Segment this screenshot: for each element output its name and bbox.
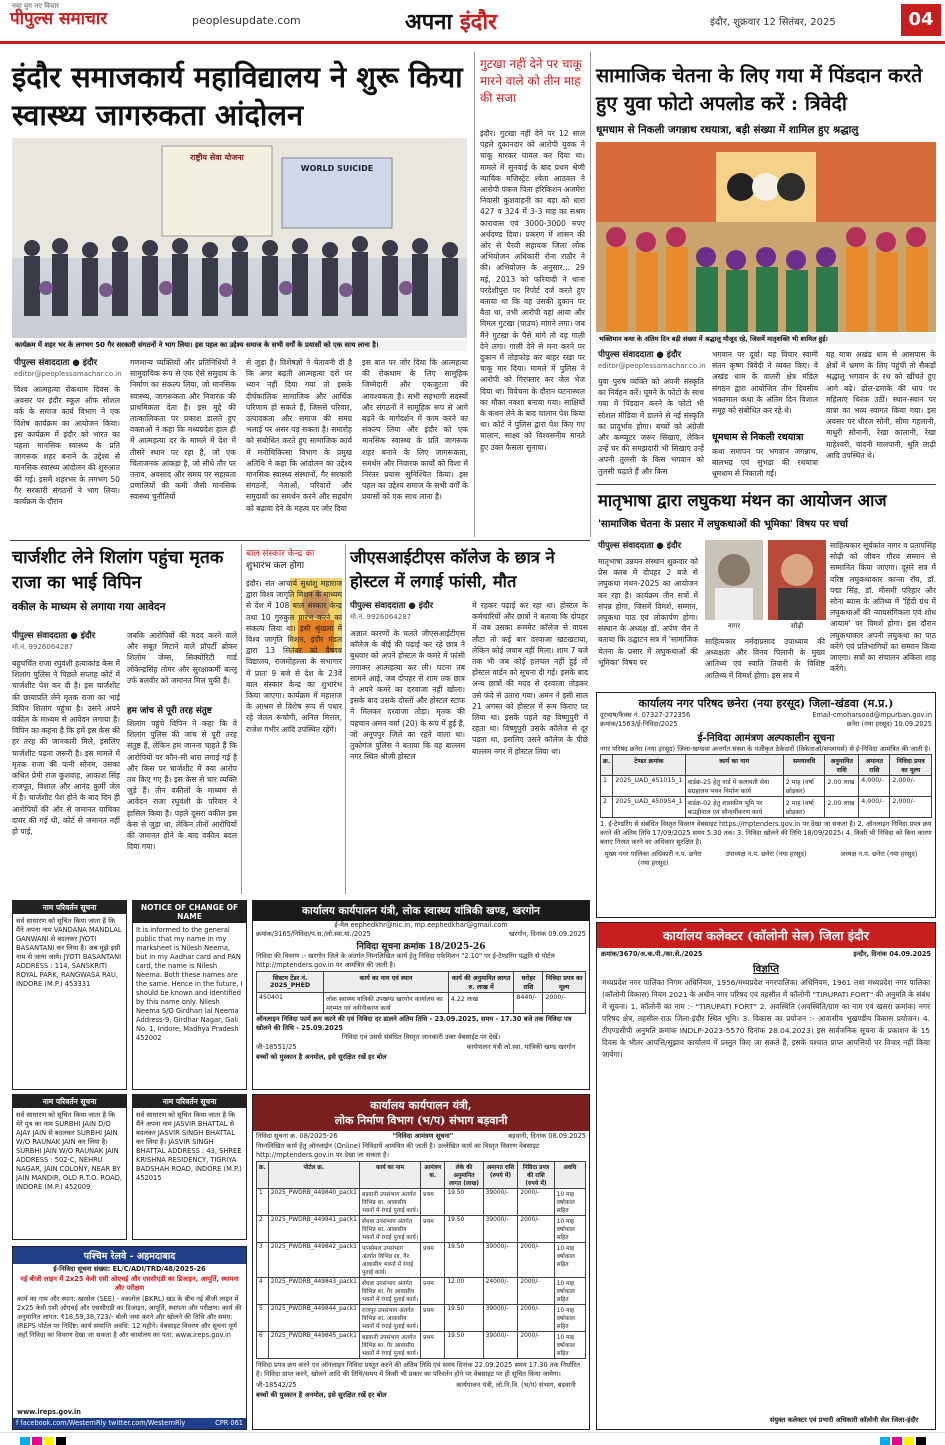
name-change-notice-2 bbox=[132, 900, 247, 1090]
notice-3-title: नाम परिवर्तन सूचना bbox=[13, 1095, 126, 1108]
khargone-table-row bbox=[257, 993, 586, 1014]
pind-rath-subhead: धूमधाम से निकली रथयात्रा bbox=[712, 432, 804, 443]
pind-photo bbox=[596, 142, 936, 332]
laghukatha-subhead: 'सामाजिक चेतना के प्रसार में लघुकथाओं की भूमिका' विषय पर चर्चा bbox=[598, 519, 849, 530]
barwani-table-cell: बड़वानी उपसंभाग अंतर्गत विभिन्न शा. आवासीय भवनों में रंगाई पुताई कार्य। bbox=[359, 1189, 420, 1216]
barwani-ji: जी-18542/25 bbox=[256, 1381, 297, 1389]
barwani-tender-ad bbox=[252, 1094, 590, 1430]
chhanera-ref: क्रमांक/1563/ई-निविदा/2025 bbox=[600, 720, 678, 728]
barwani-table-row bbox=[257, 1189, 586, 1216]
railway-body: कार्य का नाम और स्थान: खरसेल (SEE) - वकतोल (BKRL) खंड के बीच नई बीजी लाइन में 2x25 केवी एसी ओएचई और एससीएडी का डिजाइन, आपूर्ति, स्थापना और परीक्षण। कार्य की अनुमानित लागत: ₹18,59,38,723/- बोली जमा करने और खोलने की तिथि और समय: IREPS पोर्टल पर निर्दिष्ट। कार्य समाप्ति अवधि: 12 महीने। वेबसाइट विवरण और सूचना पूर्ण जहाँ निविदा का विवरण देखा जा सकता है और कार्यालय का पता: www.ireps.gov.in bbox=[17, 1295, 242, 1339]
lead-col-2: गणमान्य व्यक्तियों और प्रतिनिधियों ने सामुदायिक रूप से एक ऐसे समुदाय के निर्माण का संकल्प लिया, जो मानसिक स्वास्थ्य, जागरूकता और निवारक की प्राथमिकता देता है। इस मुद्दे की तात्कालिकता पर प्रकाश डालते हुए वक्ताओं ने कहा कि मध्यप्रदेश हाल ही में आत्महत्या दर के मामले में देश में तीसरे स्थान पर रहा है, जो एक चिंताजनक आंकड़ा है, जो सीधे तौर पर तनाव, अवसाद और समय पर सहायता प्रणालियों की कमी जैसी मानसिक स्वास्थ्य चुनौतियों bbox=[130, 358, 236, 502]
khargone-nit: निविदा सूचना क्रमांक 18/2025-26 bbox=[356, 942, 486, 952]
chhanera-table-cell: 4,000/- bbox=[859, 797, 890, 818]
issue-date: इंदौर, शुक्रवार 12 सितंबर, 2025 bbox=[710, 17, 836, 28]
barwani-title bbox=[253, 1095, 589, 1131]
shillong-headline: चार्जशीट लेने शिलांग पहुंचा मृतक राजा का भाई विपिन bbox=[12, 548, 224, 593]
chhanera-table-header-0: क्र. bbox=[601, 755, 613, 776]
barwani-table-cell: प्रथम bbox=[421, 1305, 445, 1332]
chhanera-title: कार्यालय नगर परिषद छनेरा (नया हरसूद) जिला-खंडवा (म.प्र.) bbox=[638, 697, 894, 710]
chhanera-table-cell: 1 bbox=[601, 776, 613, 797]
barwani-table-cell: 19.50 bbox=[445, 1305, 483, 1332]
barwani-table-cell: 19.50 bbox=[445, 1332, 483, 1359]
barwani-table-cell: 1 bbox=[257, 1189, 269, 1216]
pind-headline bbox=[596, 62, 936, 118]
lead-byline: पीपुल्स संवाददाता ● इंदौर bbox=[14, 358, 98, 368]
chhanera-table-header-5: अमानत राशि bbox=[859, 755, 890, 776]
barwani-nit: "निविदा आमंत्रण सूचना" bbox=[392, 1132, 454, 1140]
khargone-intro: निविदा की विवरण :- खरगोन जिले के अंतर्गत निम्नलिखित कार्य हेतु निविदा एफेमिशन "2.10" पर ई-टेण्डरिंग पद्धति से पोर्टल http://mptenders.gov.in पर आमंत्रित की जाती है। bbox=[256, 952, 555, 969]
name-change-notice-1 bbox=[12, 900, 127, 1090]
chhanera-table-row bbox=[601, 797, 932, 818]
khargone-table-cell: लोक स्वास्थ्य यांत्रिकी उपखण्ड खरगोन कार्यालय का मरम्मत एवं नवीनीकरण कार्य bbox=[324, 993, 449, 1014]
barwani-table-cell: प्रथम bbox=[421, 1189, 445, 1216]
khargone-sign: कार्यपालन यंत्री लो.स्वा. यांत्रिकी खण्ड खरगोन bbox=[466, 1043, 576, 1051]
barwani-table-cell: पानसेमल उपसंभाग अंतर्गत विभिन्न शा. गैर आवासीय भवनों में रंगाई पुताई कार्य। bbox=[359, 1243, 420, 1278]
pind-col-3: यह यात्रा अखंड धाम से आसपास के क्षेत्रों में भ्रमण के लिए पहुंची तो सैकड़ों श्रद्धालु भगवान के रथ को खींचते हुए आगे बढ़े। ढोल-ढमाके की धाप पर महिलाएं थिरक उठीं। स्थान-स्थान पर यात्रा का भव्य स्वागत किया गया। इस अवसर पर धीरज सोनी, सीमा गहलानी, माधुरी सोनानी, रेखा कालानी, रेखा माहेश्वरी, चांदनी मालपानी, श्रुति लाढ़ी आदि उपस्थित थे। bbox=[826, 350, 936, 460]
chhanera-table-header-2: कार्य का नाम bbox=[685, 755, 783, 776]
barwani-table-cell: 10 माह वर्षाकाल सहित bbox=[554, 1305, 585, 1332]
pind-headline-main: सामाजिक चेतना के लिए गया में पिंडदान करते हुए युवा फोटो अपलोड करें bbox=[596, 64, 923, 115]
barwani-footer: निविदा प्रपत्र क्रय करने एवं ऑनलाइन निविदा प्रस्तुत करने की अंतिम तिथि एवं समय दिनांक 22.09.2025 समय 17.30 तक निर्धारित है। निविदा प्राप्त करने, खोलने आदि की तिथि/समय में किसी भी प्रकार का परिवर्तन होने पर वेबसाइट पर ही सूचित किया जायेगा। bbox=[256, 1361, 580, 1378]
notice-2-title: NOTICE OF CHANGE OF NAME bbox=[133, 901, 246, 923]
barwani-table-cell: 2 bbox=[257, 1216, 269, 1243]
page-number: 04 bbox=[901, 4, 941, 36]
barwani-table-cell: सेंधवा उपसंभाग अंतर्गत विभिन्न शा. गैर आवासीय भवनों में रंगाई पुताई कार्य। bbox=[359, 1278, 420, 1305]
group-photo-illustration bbox=[12, 138, 467, 338]
gutkha-headline: गुटखा नहीं देने पर चाकू मारने वाले को तीन माह की सजा bbox=[480, 57, 582, 105]
gsits-byline: पीपुल्स संवाददाता ● इंदौर bbox=[350, 601, 434, 611]
section-title-b: इंदौर bbox=[459, 9, 498, 35]
chhanera-table bbox=[600, 754, 932, 818]
shillong-byline: पीपुल्स संवाददाता ● इंदौर bbox=[12, 631, 96, 641]
railway-title: पश्चिम रेलवे - अहमदाबाद bbox=[13, 1247, 246, 1264]
chhanera-table-cell: 2025_UAD_451015_1 bbox=[613, 776, 685, 797]
lead-headline: इंदौर समाजकार्य महाविद्यालय ने शुरू किया स्वास्थ्य जागरुकता आंदोलन bbox=[12, 60, 463, 132]
logo-tagline: नया युग नए विचार bbox=[12, 2, 60, 10]
chhanera-table-cell: 2,000/- bbox=[890, 776, 932, 797]
barwani-table-cell: 39000/- bbox=[483, 1216, 518, 1243]
khargone-ref: क्रमांक/3165/निविदा/प.स./लो.स्वा.यां./2025 bbox=[256, 930, 371, 938]
railway-site[interactable]: www.ireps.gov.in bbox=[17, 1408, 81, 1416]
barwani-table-cell: 5 bbox=[257, 1305, 269, 1332]
chhanera-place: छनेरा (नया हरसूद) 10.09.2025 bbox=[846, 720, 932, 728]
barwani-table-cell: 2025_PWDRB_449840_pack1 bbox=[268, 1189, 359, 1216]
barwani-table-cell: 19.50 bbox=[445, 1216, 483, 1243]
portrait-nagar bbox=[705, 540, 763, 620]
pind-col-2b: कथा समापन पर भगवान जगन्नाथ, बालभद्र एवं सुभद्रा की रथयात्रा धूमधाम से निकाली गई। bbox=[712, 447, 818, 479]
barwani-table-cell: 2025_PWDRB_449841_pack1 bbox=[268, 1216, 359, 1243]
khargone-slogan: बच्चों को मुस्कान है अनमोल, इसे सुरक्षित रखें हर बोल bbox=[256, 1053, 387, 1061]
colony-ref: क्रमांक/3670/अ.क.पी./का.से./2025 bbox=[601, 950, 703, 958]
barwani-table-header-7: अवधि bbox=[554, 1162, 585, 1189]
barwani-table-cell: 2025_PWDRB_449845_pack1 bbox=[268, 1332, 359, 1359]
chhanera-table-cell: वार्डक्र-02 हेतु शासकीय भूमि पर बाउंड्रीवाल एवं सौन्दर्यीकरण कार्य bbox=[685, 797, 783, 818]
bal-headline bbox=[246, 548, 341, 572]
laghukatha-col-2: साहित्यकार नर्मदाप्रसाद उपाध्याय की अध्यक्षता और विनय पिलानी के मुख्य आतिथ्य एवं स्वाति तिवारी के विशिष्ट आतिथ्य में विमर्श होगा। इस सत्र में bbox=[705, 637, 825, 680]
laghukatha-col-1: मातृभाषा उन्नयन संस्थान शुक्रवार को प्रेस क्लब में दोपहर 2 बजे से लघुकथा मंथन-2025 का आयोजन कर रहा है। कार्यक्रम तीन सत्रों में संपन्न होगा, जिसमें विमर्श, सम्मान, लघुकथा पाठ एवं लोकार्पण होगा। संस्थान के अध्यक्ष डॉ. अर्पण जैन ने बताया कि उद्घाटन सत्र में 'सामाजिक चेतना के प्रसार में लघुकथाओं की भूमिका' विषय पर bbox=[598, 557, 698, 667]
barwani-table-header-6: निविदा प्रपत्र की राशि (रुपये में) bbox=[518, 1162, 554, 1189]
newspaper-logo bbox=[10, 2, 108, 29]
barwani-table-cell: 12.00 bbox=[445, 1278, 483, 1305]
laghukatha-headline: मातृभाषा द्वारा लघुकथा मंथन का आयोजन आज bbox=[598, 491, 887, 510]
khargone-place: खरगोन, दिनांक 09.09.2025 bbox=[509, 930, 586, 938]
railway-work-title: नई बीजी लाइन में 2x25 केवी एसी ओएचई और एससीएडी का डिजाइन, आपूर्ति, स्थापना और परीक्षण bbox=[20, 1275, 239, 1292]
chhanera-phone: दूरभाष/फैक्स नं. 07327-272356 bbox=[600, 711, 691, 719]
barwani-ref: निविदा सूचना क्र. 08/2025-26 bbox=[256, 1132, 338, 1140]
website[interactable]: peoplesupdate.com bbox=[192, 14, 301, 27]
notice-4-title: नाम परिवर्तन सूचना bbox=[133, 1095, 246, 1108]
chhanera-table-cell: 2 bbox=[601, 797, 613, 818]
barwani-place: बड़वानी, दिनांक 08.09.2025 bbox=[508, 1132, 586, 1140]
barwani-table-cell: बड़वानी उपसंभाग अंतर्गत विभिन्न शा. गैर आवासीय भवनों में रंगाई पुताई कार्य। bbox=[359, 1332, 420, 1359]
barwani-title-a: कार्यालय कार्यपालन यंत्री, bbox=[370, 1099, 472, 1112]
lead-email: editor@peoplessamachar.co.in bbox=[14, 370, 122, 378]
laghukatha-byline: पीपुल्स संवाददाता ● इंदौर bbox=[598, 541, 682, 551]
chhanera-table-row bbox=[601, 776, 932, 797]
gutkha-body: इंदौर। गुटखा नहीं देने पर 12 साल पहले दुकानदार को आरोपी युवक ने चाकू मारकर घायल कर दिया था। मामले में सुनवाई के बाद प्रथम श्रेणी न्यायिक मजिस्ट्रेट श्वेता आठवल ने आरोपी पंकज पिता हरिकिशन अजमेरा निवासी कुशवाहनी का बड़ा को धारा 427 व 324 में 3-3 माह का सश्रम कारावास एवं 3000-3000 रुपए अर्थदण्ड दिया। प्रकरण में शासन की ओर से पैरवी सहायक जिला लोक अभियोजन अधिकारी रोना राठौर ने की। अभियोजन के अनुसार... 29 मई, 2013 को फरियादी ने थाना परदेशीपुरा पर रिपोर्ट दर्ज करते हुए बताया था कि वह उसकी दुकान पर बैठा था, तभी आरोपी वहां आया और विमल गुटखा (पाउच) मांगने लगा। जब मैंने गुटखा के पैसे मांगे तो वह गाली देने लगा। गाली देने से मना करने पर दुकान में तोड़फोड़ कर बाहर रखा पर चाकू मार दिया। मामले में पुलिस ने आरोपी को गिरफ्तार कर जेल भेज दिया था। विवेचना के दौरान घटनास्थल का मौका नक्शा बनाया गया। साक्षियों के कथन लेने के बाद चालान पेश किया था। कोर्ट ने पुलिस द्वारा पेश किए गए चालान, साक्ष्य को विश्वसनीय मानते हुए उक्त फैसला सुनाया। bbox=[480, 129, 585, 452]
khargone-table-cell: 450401 bbox=[257, 993, 324, 1014]
portrait-nagar-label: नागर bbox=[727, 622, 741, 630]
barwani-table-cell: 39000/- bbox=[483, 1189, 518, 1216]
colony-title: कार्यालय कलेक्टर (कॉलोनी सेल) जिला इंदौर bbox=[597, 923, 935, 948]
khargone-table-header-1: कार्य का नाम एवं स्थान bbox=[324, 972, 449, 993]
bal-headline-a: बाल संस्कार केन्द्र का bbox=[246, 549, 315, 559]
khargone-table-header-4: निविदा प्रपत्र का मूल्य bbox=[543, 972, 586, 993]
lead-photo-caption: कार्यक्रम में शहर भर के लगभग 50 गैर सरकारी संगठनों ने भाग लिया। इस पहल का उद्देश्य समाज के सभी वर्गों के प्रयासों को एक साथ लाना है। bbox=[12, 340, 467, 351]
barwani-table-cell: 39000/- bbox=[483, 1305, 518, 1332]
barwani-table-cell: 2000/- bbox=[518, 1189, 554, 1216]
chhanera-email: Email-cmoharsood@mpurban.gov.in bbox=[812, 711, 932, 719]
khargone-table bbox=[256, 971, 586, 1014]
chhanera-table-cell: 2025_UAD_450954_1 bbox=[613, 797, 685, 818]
pind-col-2: भगवान पर दूर्वा। यह विचार स्वामी संतन कृष्ण त्रिवेदी ने व्यक्त किए। वे अखंड धाम के वालरी क्षेत्र मंडिल संगठन द्वारा आयोजित तीन दिवसीय भक्तमाल कथा के अंतिम दिन विशाल समूह को संबोधित कर रहे थे। bbox=[712, 350, 818, 416]
railway-cpr: CPR 061 bbox=[215, 1419, 243, 1427]
gsits-col-1: अज्ञात कारणों के चलते जीएसआईटीएस कॉलेज के बीई की पढ़ाई कर रहे छात्र ने बुधवार को अपने होस्टल के कमरे में फांसी लगाकर आत्महत्या कर ली। घटना तब सामने आई, जब दोपहर से शाम तक छात्र ने अपने कमरे का दरवाजा नहीं खोला। इसके बाद उसके दोस्तों और होस्टल स्टाफ ने मिलकर दरवाजा तोड़ा। मृतक की पहचान अमन वर्मा (20) के रूप में हुई है, जो अनूपपुर जिले का रहने वाला था। तुकोगंज पुलिस ने बताया कि वह बाल्लम नगर स्थित श्रीजी होस्टल bbox=[350, 629, 465, 762]
barwani-table-cell: 10 माह वर्षाकाल सहित bbox=[554, 1332, 585, 1359]
pind-col-1: युवा पुरुष व्यक्ति को अपनी संस्कृति का निर्वहन करें। घूमने के फोटो के साथ गया में पिंडदान करने के फोटो भी सोशल मीडिया में डालने से नई संस्कृति का प्रादुर्भाव होगा। बच्चों को अंग्रेजी और कम्प्यूटर जरूर सिखाएं, लेकिन उन्हें घर की समझदारी भी सिखाएं उन्हें अपनी तुलसी के किस भगवान को तुलसी चढ़ाते हैं और किस bbox=[598, 377, 704, 476]
barwani-table-cell: 2025_PWDRB_449843_pack1 bbox=[268, 1278, 359, 1305]
barwani-table-header-3: आमंत्रण क. bbox=[421, 1162, 445, 1189]
khargone-ji: जी-18551/25 bbox=[256, 1043, 297, 1051]
barwani-table-cell: 24000/- bbox=[483, 1278, 518, 1305]
barwani-table-cell: प्रथम bbox=[421, 1243, 445, 1278]
pind-email: editor@peoplessamachar.co.in bbox=[598, 362, 706, 370]
khargone-table-header-2: कार्य की अनुमानित लागत रु. लाख में bbox=[448, 972, 514, 993]
portrait-sodhi bbox=[768, 540, 826, 620]
barwani-table-cell: 2000/- bbox=[518, 1332, 554, 1359]
chhanera-notes: 1. ई-टेण्डरिंग से संबंधित विस्तृत विवरण वेबसाइट https://mptenders.gov.in पर देखा जा सकता है। 2. ऑनलाइन निविदा प्रपत्र क्रय करने की अंतिम तिथि 17/09/2025 समय 5.30 तक। 3. निविदा खोलने की तिथि 18/09/2025। 4. किसी भी निविदा को बिना कारण बताए निरस्त करने का अधिकार सुरक्षित है। bbox=[600, 820, 932, 846]
chhanera-sign-2: उपाध्यक्ष न.प. छनेरा (नया हरसूद) bbox=[725, 850, 807, 858]
barwani-table-cell: 19.50 bbox=[445, 1243, 483, 1278]
shillong-col-2b: शिलांग पहुंचे विपिन ने कहा कि वे शिलांग पुलिस की जांच से पूरी तरह संतुष्ट हैं, लेकिन हम जानना चाहते हैं कि आरोपियों पर कौन-सी धारा लगाई गई है और किस पर चार्जशीट में क्या आरोप तय किए गए हैं। इस केस से चार व्यक्ति जुड़े हैं। तीन वकीलों के माध्यम से आवेदन राजा रघुवंशी के परिवार ने हासिल किया है। पहले दूसरा वकील इस केस से जुड़ा था, लेकिन तीनों आरोपियों की जमानत होने के बाद वकील बदल दिया गया। bbox=[127, 719, 237, 852]
pind-byline: पीपुल्स संवाददाता ● इंदौर bbox=[598, 350, 682, 360]
barwani-table-cell: 2000/- bbox=[518, 1216, 554, 1243]
khargone-dates: ऑनलाइन निविदा फार्म क्रय करने की एवं निविदा दर डालने अंतिम तिथि - 23.09.2025, समय - 17.30 बजे तक निविदा पत्र खोलने की तिथि - 25.09.2025 bbox=[256, 1015, 572, 1032]
shillong-col-1: बहुचर्चित राजा रघुवंशी हत्याकांड केस में शिलांग पुलिस ने पिछले सप्ताह कोर्ट में चार्जशीट पेश कर दी है। इस चार्जशीट की छायाप्रति लेने मृतक राजा का भाई विपिन शिलांग पहुंचा है। उसने अपने वकील के माध्यम से आवेदन लगाया है। विपिन का कहना है कि हमें इस केस की हर तरह की जानकारी मिले, इसलिए चार्जशीट पढ़ना जरूरी है। इस मामले में मृतक राजा की पत्नी सोनम, उसका कथित प्रेमी राज कुशवाह, आकाश सिंह राजपूत, विशाल और आनंद कुर्मी जेल में है। चार्जशीट पेश होने के बाद दिन ही आरोपियों की ओर से जमानत याचिका दायर की गई थी, कोर्ट से जमानत नहीं हो पाई, bbox=[12, 659, 120, 837]
colony-heading: विज्ञप्ति bbox=[753, 964, 779, 975]
khargone-email: ई-मेल eephedkhr@nic.in, mp.eephedkhar@gmail.com bbox=[334, 921, 508, 929]
barwani-table-cell: 2025_PWDRB_449842_pack1 bbox=[268, 1243, 359, 1278]
khargone-tender-ad bbox=[252, 900, 590, 1090]
notice-4-body: सर्व साधारण को सूचित किया जाता है कि मैंने अपना नाम JASVIR BHATTAL से बदलकर JASVIR SINGH BHATTAL कर लिया है। JASVIR SINGH BHATTAL ADDRESS : 43, SHREE KRISHNA RESIDENCY, TIGRIYA BADSHAH ROAD, INDORE (M.P.) 452015 bbox=[136, 1111, 242, 1182]
khargone-table-cell: 2000/- bbox=[543, 993, 586, 1014]
barwani-table-cell: राजपुर उपसंभाग अंतर्गत विभिन्न शा. आवासीय भवनों में रंगाई पुताई कार्य। bbox=[359, 1305, 420, 1332]
chhanera-table-cell: 2 माह (वर्षा छोड़कर) bbox=[783, 776, 825, 797]
barwani-table-row bbox=[257, 1332, 586, 1359]
barwani-table-cell: 19.50 bbox=[445, 1189, 483, 1216]
barwani-table-row bbox=[257, 1216, 586, 1243]
pind-headline-speaker: : त्रिवेदी bbox=[784, 92, 847, 115]
barwani-intro: निम्नलिखित कार्य हेतु ऑनलाईन (Online) निविदायें आमंत्रित की जाती है। उल्लेखित कार्य का विस्तृत विवरण वेबसाइट http://mptenders.gov.in पर देखा जा सकता है। bbox=[256, 1142, 540, 1159]
barwani-table-header-5: अमानत राशि (रुपये में) bbox=[483, 1162, 518, 1189]
chhanera-table-cell: 2 माह (वर्षा छोड़कर) bbox=[783, 797, 825, 818]
photo-banner-text: राष्ट्रीय सेवा योजना bbox=[190, 153, 244, 162]
pind-photo-caption: भक्तिमान कथा के अंतिम दिन बड़ी संख्या में श्रद्धालु मौजूद रहे, जिसमें मातृशक्ति भी शामिल हुई। bbox=[596, 333, 936, 344]
pind-subhead: धूमधाम से निकली जगन्नाथ रथयात्रा, बड़ी संख्या में शामिल हुए श्रद्धालु bbox=[596, 124, 859, 136]
masthead bbox=[0, 0, 945, 44]
khargone-table-header-3: धरोहर राशि bbox=[514, 972, 543, 993]
khargone-title: कार्यालय कार्यपालन यंत्री, लोक स्वास्थ्य यांत्रिकी खण्ड, खरगोन bbox=[253, 901, 589, 921]
khargone-table-cell: 4.22 लाख bbox=[448, 993, 514, 1014]
colony-cell-ad bbox=[596, 922, 936, 1430]
barwani-table-cell: 10 माह वर्षाकाल सहित bbox=[554, 1278, 585, 1305]
chhanera-table-header-3: समयावधि bbox=[783, 755, 825, 776]
barwani-table-cell: 3 bbox=[257, 1243, 269, 1278]
barwani-table-cell: 2025_PWDRB_449844_pack1 bbox=[268, 1305, 359, 1332]
chhanera-table-cell: वार्डक्र-25 हेतु वार्ड में कलावती सेवा संग्रहालय भवन निर्माण कार्य bbox=[685, 776, 783, 797]
lead-photo bbox=[12, 138, 467, 338]
name-change-notice-4 bbox=[132, 1094, 247, 1240]
barwani-table-cell: 10 माह वर्षाकाल सहित bbox=[554, 1216, 585, 1243]
print-registration-strip bbox=[0, 1432, 945, 1445]
barwani-table-cell: 6 bbox=[257, 1332, 269, 1359]
notice-1-body: सर्व साधारण को सूचित किया जाता है कि मैंने अपना नाम VANDANA MANDLAL GANWANI से बदलकर JYOTI BASANTANI कर लिया है। अब मुझे इसी नाम से जाना जाये। JYOTI BASANTANI ADDRESS : 114, SANSKRITI ROYAL PARK, RANGWASA RAU, INDORE (M.P.) 453331 bbox=[16, 917, 122, 988]
chhanera-sign-3: अध्यक्ष न.प. छनेरा (नया हरसूद) bbox=[840, 850, 918, 858]
barwani-table-cell: प्रथम bbox=[421, 1278, 445, 1305]
colony-sign: संयुक्त कलेक्टर एवं प्रभारी अधिकारी कॉलोनी सेल जिला-इंदौर bbox=[769, 1416, 919, 1424]
barwani-table-cell: 4 bbox=[257, 1278, 269, 1305]
section-title bbox=[405, 6, 497, 36]
lead-col-3: से जुड़ा है। विशेषज्ञों ने चेतावनी दी है कि अगर बढ़ती आत्महत्या दरों पर ध्यान नहीं दिया गया तो इसके दीर्घकालिक सामाजिक और आर्थिक परिणाम हो सकते हैं, जिससे परिवार, उत्पादकता और समाज की समग्र भलाई पर असर पड़ सकता है। समारोह को संबोधित करते हुए सामाजिक कार्य में मनोचिकित्सा विभाग के प्रमुख अतिथि ने कहा कि आंदोलन का उद्देश्य मानसिक स्वास्थ्य संस्थानों, गैर सरकारी संगठनों, नेताओं, परिवारों और समुदायों का समर्थन करने और सहयोग को बढ़ावा देने के महत्व पर जोर दिया bbox=[246, 358, 352, 513]
rathyatra-photo-illustration bbox=[596, 142, 936, 332]
barwani-table-cell: 2000/- bbox=[518, 1243, 554, 1278]
chhanera-table-header-4: अनुमानित राशि bbox=[825, 755, 859, 776]
laghukatha-col-3: साहित्यकार सूर्यकांत नागर व प्रतापसिंह सोढ़ी को जीवन गौरव सम्मान से सम्मानित किया जाएगा। दूसरे सत्र में वरिष्ठ लघुकथाकार कान्ता रॉय, डॉ. पद्मा सिंह, डॉ. मीसमी परिहार और सोना ब्यास के अतिथ्य में 'हिंदी ग्रंथ में लघुकथाओं की न्यायसंगिकता एवं शोध आयाम' पर विमर्श होगा। इस दौरान लघुकथाकार अपनी लघुकथा का पाठ करेंगे एवं प्रतिभागियों का सम्मान किया जाएगा। सत्रों का संचालन अंकिता शाह करेंगे। bbox=[830, 541, 936, 674]
colony-body: मध्यप्रदेश नगर पालिका निगम अधिनियम, 1956/मध्यप्रदेश नगरपालिका अधिनियम, 1961 तथा मध्यप्रदेश नगर पालिका (कॉलोनी विकास) नियम 2021 के अधीन नगर परिषद एवं तहसील में कॉलोनी "TIRUPATI FORT" की अनुमति के संबंध में सूचना। 1. कॉलोनी का नाम :- "TIRUPATI FORT" 2. अवस्थिति (अवस्थिति/ग्राम का नाम एवं खसरा क्रमांक) नगर परिषद क्षेत्र, तहसील-राऊ जिला-इंदौर स्थित भूमि। 3. विकास का प्रयोजन :- आवासीय भूखण्डीय विकास प्रयोजन। 4. टीएण्डसीपी अनुमति क्रमांक INDLP-2023-5570 दिनांक 28.04.2023। इस सार्वजनिक सूचना के प्रकाशन के 15 दिवस के भीतर आपत्ति/सुझाव कार्यालय में प्रस्तुत किए जा सकते हैं, इसके पश्चात प्राप्त आपत्तियों पर विचार नहीं किया जायेगा। bbox=[602, 978, 930, 1059]
notice-3-body: सर्व साधारण को सूचित किया जाता है कि मेरे पुत्र का नाम SURBHI JAIN D/O AJAY JAIN से बदलकर SURBHI JAIN W/O RAUNAK JAIN कर लिया है। SURBHI JAIN W/O RAUNAK JAIN ADDRESS : 502-C, NEHRU NAGAR, JAIN COLONY, NEAR BY JAIN MANDIR, OLD R.T.O. ROAD, INDORE (M.P.) 452009 bbox=[16, 1111, 122, 1191]
name-change-notice-3 bbox=[12, 1094, 127, 1240]
bal-body: इंदौर। संत आचार्य सुधांशु महाराज द्वारा विश्व जागृति मिशन के माध्यम से देश में 108 बाल संस्कार केन्द्र तथा 10 गुरुकुल प्रारंभ करने का संकल्प लिया था। इसी श्रृंखला में विश्व जागृति मिशन, इंदौर मंडल द्वारा 13 सितंबर को वैष्णव विद्यालय, राजमोहल्ला के सभागार में प्रातः 9 बजे से देश के 23वें बाल संस्कार केन्द्र का शुभारंभ किया जाएगा। कार्यक्रम में महाराज के आश्रम से विशेष रूप से पधार रहे जेतल रूचोगी, अनिल मित्तल, राजेश गंभीर आदि उपस्थित रहेंगे। bbox=[246, 579, 342, 734]
khargone-note: निविदा एवं उससे संबंधित विस्तृत जानकारी उक्त वेबसाईट पर देखें। bbox=[341, 1033, 501, 1041]
barwani-table bbox=[256, 1161, 586, 1359]
shillong-col-2: जबकि आरोपियों की मदद करने वाले और सबूत मिटाने वाले प्रॉपर्टी ब्रोकर शिलोम जेम्स, सिक्योरिटी गार्ड लोकेन्द्रसिंह तोमर और सुरक्षाकर्मी बल्लू उर्फ बलवीर को जमानत मिल चुकी है। bbox=[127, 631, 237, 685]
barwani-table-row bbox=[257, 1278, 586, 1305]
chhanera-nit: ई-निविदा आमंत्रण अल्पकालीन सूचना bbox=[697, 733, 835, 744]
barwani-table-cell: 39000/- bbox=[483, 1332, 518, 1359]
colony-place: इन्दौर, दिनांक 04.09.2025 bbox=[853, 950, 931, 958]
barwani-table-row bbox=[257, 1243, 586, 1278]
barwani-table-cell: प्रथम bbox=[421, 1216, 445, 1243]
railway-ref: ई-निविदा सूचना संख्या: EL/C/ADI/TRD/48/2025-26 bbox=[53, 1265, 206, 1273]
gsits-col-2: में रहकर पढ़ाई कर रहा था। होस्टल के कर्मचारियों और छात्रों ने बताया कि दोपहर में जब उसका रूममेट कॉलेज से वापस लौटा तो कई बार दरवाजा खटखटाया, लेकिन कोई जवाब नहीं मिला। शाम 7 बजे तक भी जब कोई हलचल नहीं हुई तो होस्टल वार्डन को सूचना दी गई। इसके बाद अन्य छात्रों की मदद से दरवाजा तोड़कर उसे फंदे से उतारा गया। अमन ने इसी साल 21 अगस्त को होस्टल में रूम किराए पर लिया था। इसके पहले वह विष्णुपुरी में रहता था। विष्णुपुरी उसके कॉलेज से दूर पड़ता था, इसलिए उसने कॉलेज के पीछे बाल्लम नगर में होस्टल लिया था। bbox=[472, 601, 588, 756]
barwani-sign: कार्यपालन यंत्री, लो.नि.वि. (भ/प) संभाग, बड़वानी bbox=[456, 1381, 576, 1389]
chhanera-table-cell: 2,000/- bbox=[890, 797, 932, 818]
shillong-mobile: मो.नं. 9926064287 bbox=[12, 643, 74, 651]
barwani-table-cell: 10 माह वर्षाकाल सहित bbox=[554, 1189, 585, 1216]
barwani-table-header-0: क्र. bbox=[257, 1162, 269, 1189]
chhanera-table-header-1: टेण्डर क्रमांक bbox=[613, 755, 685, 776]
barwani-slogan: बच्चों की मुस्कान है अनमोल, इसे सुरक्षित रखें हर बोल bbox=[256, 1391, 387, 1399]
chhanera-table-header-6: निविदा प्रपत्र का मूल्य bbox=[890, 755, 932, 776]
photo-banner-text-2: WORLD SUICIDE bbox=[300, 164, 374, 173]
gsits-headline: जीएसआईटीएस कॉलेज के छात्र ने होस्टल में लगाई फांसी, मौत bbox=[350, 548, 555, 591]
lead-col-4: इस बात पर जोर दिया कि आत्महत्या की रोकथाम के लिए सामूहिक जिम्मेदारी और एकजुटता की आवश्यकता है। सभी सहभागी सदस्यों और संगठनों ने सामूहिक रूप से आगे बढ़ने के मार्गदर्शन में काम करने का संकल्प लिया और इंदौर को एक मानसिक स्वास्थ्य के प्रति जागरूक शहर बनाने के लिए जागरूकता, समर्थन और निवारक कार्यों को दिशा में निरंतर प्रयास सुनिश्चित किया। इस पहल का उद्देश्य समाज के सभी वर्गों के प्रयासों को एक साथ लाना है। bbox=[362, 358, 468, 502]
logo-text: पीपुल्स समाचार bbox=[10, 9, 108, 29]
chhanera-sign-1: मुख्य नगर पालिका अधिकारी न.प. छनेरा (नया हरसूद) bbox=[604, 850, 702, 867]
barwani-table-header-2: कार्य का नाम bbox=[359, 1162, 420, 1189]
western-railway-ad bbox=[12, 1246, 247, 1430]
barwani-table-cell: सेंधवा उपसंभाग अंतर्गत विभिन्न शा. आवासीय भवनों में रंगाई पुताई कार्य। bbox=[359, 1216, 420, 1243]
barwani-table-cell: 2000/- bbox=[518, 1305, 554, 1332]
chhanera-table-cell: 4,000/- bbox=[859, 776, 890, 797]
notice-2-body: It is informed to the general public that my name in my marksheet is Nilesh Neema, but in my Aadhar card and PAN card, the name is Nilesh Neema. Both these names are the same. Hence in the future, I should be known and identified by this name only. Nilesh Neema S/O Girdhari lal Neema Address-9, Girdhar Nagar, Gali No. 1, Indore, Madhya Pradesh 452002 bbox=[136, 926, 243, 1042]
portrait-sodhi-label: सौढ़ी bbox=[790, 622, 804, 630]
shillong-subhead-2: हम जांच से पूरी तरह संतुष्ट bbox=[127, 706, 212, 716]
barwani-table-row bbox=[257, 1305, 586, 1332]
barwani-table-cell: 2000/- bbox=[518, 1278, 554, 1305]
section-title-a: अपना bbox=[405, 9, 460, 35]
barwani-table-cell: 10 माह वर्षाकाल सहित bbox=[554, 1243, 585, 1278]
barwani-table-header-4: लेके की अनुमानित लागत (लाख) bbox=[445, 1162, 483, 1189]
khargone-table-header-0: सिस्टम टेंडर नं. 2025_PHED bbox=[257, 972, 324, 993]
chhanera-tender-ad bbox=[596, 692, 936, 918]
gsits-mobile: मो.नं. 9926064287 bbox=[350, 613, 412, 621]
khargone-table-cell: 8440/- bbox=[514, 993, 543, 1014]
chhanera-intro: नगर परिषद छनेरा (नया हरसूद) जिला-खण्डवा अन्तर्गत संस्था के पंजीकृत ठेकेदारों (विकेताओं/सप्लायर्स) से ई-निविदा आमंत्रित की जाती है। bbox=[600, 745, 931, 753]
chhanera-table-cell: 2.00 लाख bbox=[825, 797, 859, 818]
lead-col-1: विश्व आत्महत्या रोकथाम दिवस के अवसर पर इंदौर स्कूल ऑफ सोशल वर्क के समाज कार्य विभाग ने एक विशेष कार्यक्रम का आयोजन किया। इस कार्यक्रम में इंदौर को भारत का पहला मानसिक स्वास्थ्य के प्रति जागरूक शहर बनाने के उद्देश्य से मानसिक स्वास्थ्य आंदोलन की शुरुआत की गई। इसमें शहरभर के लगभग 50 गैर सरकारी संगठनों ने भाग लिया। कार्यक्रम के दौरान bbox=[14, 385, 120, 507]
barwani-table-cell: 39000/- bbox=[483, 1243, 518, 1278]
barwani-table-header-1: पोर्टल क्र. bbox=[268, 1162, 359, 1189]
bal-headline-b: शुभारंभ कल होगा bbox=[246, 561, 305, 571]
barwani-title-b: लोक निर्माण विभाग (भ/प) संभाग बड़वानी bbox=[334, 1114, 508, 1127]
barwani-table-cell: प्रथम bbox=[421, 1332, 445, 1359]
shillong-subhead: वकील के माध्यम से लगाया गया आवेदन bbox=[12, 601, 166, 613]
railway-social[interactable]: f facebook.com/WesternRly twitter.com/WesternRly bbox=[16, 1419, 186, 1427]
chhanera-table-cell: 2.00 लाख bbox=[825, 776, 859, 797]
notice-1-title: नाम परिवर्तन सूचना bbox=[13, 901, 126, 914]
